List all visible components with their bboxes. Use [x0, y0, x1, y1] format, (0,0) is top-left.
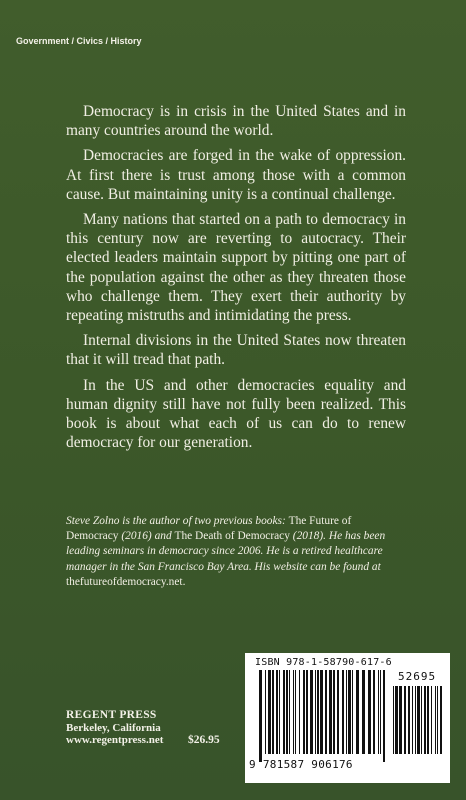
barcode-addon-digits: 52695: [398, 670, 437, 683]
isbn-label: ISBN 978-1-58790-617-6: [255, 657, 392, 668]
bio-text: .: [182, 575, 186, 588]
barcode-addon-bars: [393, 686, 443, 762]
blurb-paragraph: Democracy is in crisis in the United States and in many countries around the world.: [66, 103, 406, 140]
publisher-name: REGENT PRESS: [66, 709, 157, 721]
author-website: thefutureofdemocracy.net: [66, 575, 183, 588]
publisher-block: [66, 709, 163, 747]
publisher-location: Berkeley, California: [66, 721, 161, 734]
bio-text: (2016) and: [118, 530, 175, 543]
barcode-bars: [259, 670, 385, 762]
blurb-paragraph: Internal divisions in the United States now threaten that it will tread that path.: [66, 332, 406, 369]
blurb-paragraph: Democracies are forged in the wake of oppression. At first there is trust among those with a common cause. But maintaining unity is a continual challenge.: [66, 147, 406, 203]
publisher-website: www.regentpress.net: [66, 734, 164, 746]
blurb-paragraph: In the US and other democracies equality and human dignity still have not fully been realized. This book is about what each of us can do to renew democracy for our generation.: [66, 376, 406, 452]
bio-text: (2018). He has been leading seminars in democracy since 2006. He is a retired healthcare manager in the San Francisco Bay Area. His website can be found at: [66, 530, 386, 573]
price: $26.95: [188, 734, 220, 746]
author-bio: [66, 514, 406, 590]
bio-text: Steve Zolno is the author of two previous books:: [66, 515, 289, 527]
blurb-paragraph: Many nations that started on a path to democracy in this century now are reverting to autocracy. Their elected leaders maintain support by pitting one part of the population against the other as they threaten those who challenge them. They exert their authority by repeating mistruths and intimidating the press.: [66, 211, 406, 325]
blurb-text: [66, 102, 406, 458]
barcode-digits: 9 781587 906176: [249, 758, 353, 771]
category-label: Government / Civics / History: [16, 36, 142, 46]
book-title: The Future of Democracy: [66, 515, 352, 543]
book-title: The Death of Democracy: [174, 530, 290, 543]
barcode: [245, 653, 450, 783]
